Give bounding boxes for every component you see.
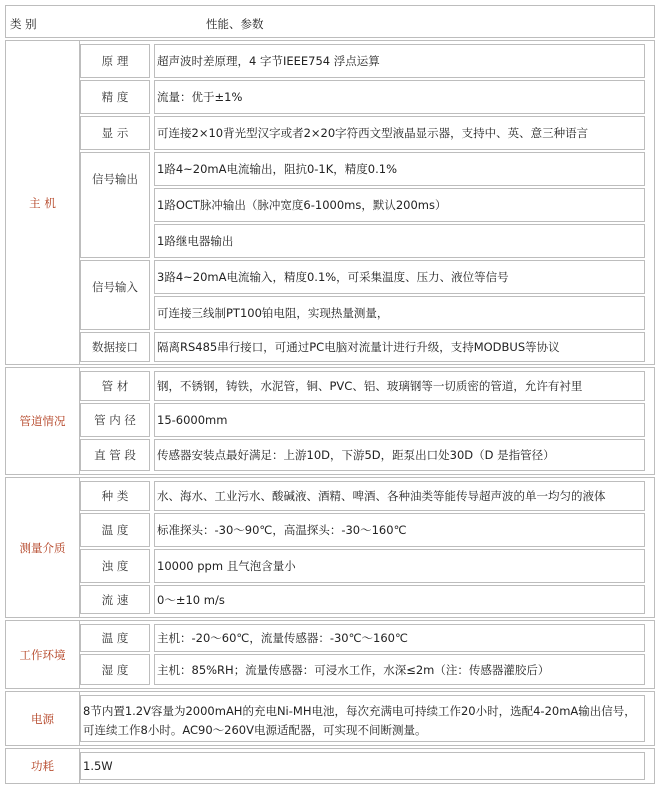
row-value-signal-input-2: 可连接三线制PT100铂电阻，实现热量测量， [154, 296, 645, 330]
section-label: 电源 [6, 692, 80, 745]
row-value-pipe-diameter: 15-6000mm [154, 403, 645, 437]
row-value-pipe-straight: 传感器安装点最好满足：上游10D，下游5D，距泵出口处30D（D 是指管径） [154, 439, 645, 471]
row-value-principle: 超声波时差原理，4 字节IEEE754 浮点运算 [154, 44, 645, 78]
row-label-pipe-diameter: 管 内 径 [80, 403, 150, 437]
row-value-pipe-material: 钢，不锈钢，铸铁，水泥管，铜、PVC、铝、玻璃钢等一切质密的管道，允许有衬里 [154, 371, 645, 401]
header-performance: 性能、参数 [206, 17, 264, 31]
row-value-data-interface: 隔离RS485串行接口，可通过PC电脑对流量计进行升级，支持MODBUS等协议 [154, 332, 645, 362]
row-label-principle: 原 理 [80, 44, 150, 78]
row-label-medium-type: 种 类 [80, 481, 150, 511]
section-label: 管道情况 [6, 368, 80, 474]
row-label-display: 显 示 [80, 116, 150, 150]
row-label-data-interface: 数据接口 [80, 332, 150, 362]
row-label-medium-temperature: 温 度 [80, 513, 150, 547]
section-label: 工作环境 [6, 621, 80, 688]
row-value-env-temperature: 主机：-20～60℃，流量传感器：-30℃～160℃ [154, 624, 645, 652]
row-label-medium-velocity: 流 速 [80, 585, 150, 614]
row-value-power-consumption: 1.5W [80, 752, 645, 780]
section-label: 测量介质 [6, 478, 80, 617]
row-label-env-humidity: 湿 度 [80, 654, 150, 685]
row-value-signal-output-3: 1路继电器输出 [154, 224, 645, 258]
row-label-env-temperature: 温 度 [80, 624, 150, 652]
row-value-medium-type: 水、海水、工业污水、酸碱液、酒精、啤酒、各种油类等能传导超声波的单一均匀的液体 [154, 481, 645, 511]
header-row [5, 5, 655, 38]
section-label: 功耗 [6, 749, 80, 783]
row-value-signal-output-2: 1路OCT脉冲输出（脉冲宽度6-1000ms，默认200ms） [154, 188, 645, 222]
row-label-pipe-straight: 直 管 段 [80, 439, 150, 471]
row-value-accuracy: 流量：优于±1% [154, 80, 645, 114]
row-value-medium-turbidity: 10000 ppm 且气泡含量小 [154, 549, 645, 583]
row-value-power-supply: 8节内置1.2V容量为2000mAH的充电Ni-MH电池，每次充满电可持续工作20小时，选配4-20mA输出信号，可连续工作8小时。AC90～260V电源适配器，可实现不间断测量。 [80, 695, 645, 742]
row-value-env-humidity: 主机：85%RH；流量传感器：可浸水工作，水深≤2m（注：传感器灌胶后） [154, 654, 645, 685]
row-label-signal-input: 信号输入 [80, 260, 150, 330]
header-category: 类 别 [10, 17, 37, 31]
row-label-pipe-material: 管 材 [80, 371, 150, 401]
row-value-display: 可连接2×10背光型汉字或者2×20字符西文型液晶显示器，支持中、英、意三种语言 [154, 116, 645, 150]
section-label: 主 机 [6, 41, 80, 364]
row-label-accuracy: 精 度 [80, 80, 150, 114]
row-label-medium-turbidity: 浊 度 [80, 549, 150, 583]
row-value-medium-velocity: 0～±10 m/s [154, 585, 645, 614]
row-value-medium-temperature: 标准探头：-30～90℃，高温探头：-30～160℃ [154, 513, 645, 547]
row-value-signal-input-1: 3路4~20mA电流输入，精度0.1%，可采集温度、压力、液位等信号 [154, 260, 645, 294]
row-value-signal-output-1: 1路4~20mA电流输出，阻抗0-1K，精度0.1% [154, 152, 645, 186]
row-label-signal-output: 信号输出 [80, 152, 150, 258]
